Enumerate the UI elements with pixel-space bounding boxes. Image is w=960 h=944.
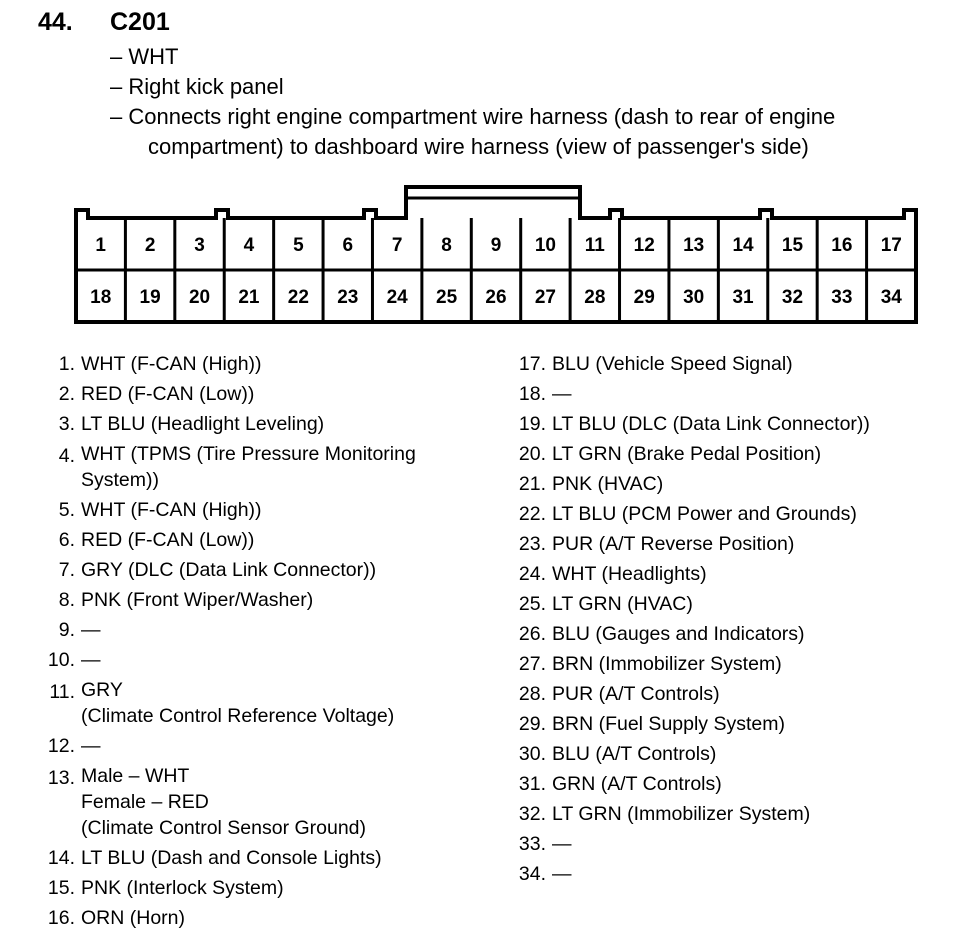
- pin-item-description: PNK (HVAC): [552, 473, 664, 495]
- pin-item: [47, 761, 416, 843]
- pin-number-1: 1: [95, 235, 106, 256]
- pin-item-description: WHT (Headlights): [552, 563, 707, 585]
- pin-item-description: BRN (Immobilizer System): [552, 653, 782, 675]
- connector-description-line-2: compartment) to dashboard wire harness (view of passenger's side): [148, 134, 809, 159]
- pin-item: [518, 499, 870, 529]
- pin-item-description: LT GRN (HVAC): [552, 593, 693, 615]
- pin-item: [47, 843, 416, 873]
- pin-item: [58, 409, 416, 439]
- pin-item-description: RED (F-CAN (Low)): [81, 529, 255, 551]
- pin-item-description: —: [552, 383, 572, 405]
- connector-id: C201: [110, 8, 170, 36]
- pin-item-description: PNK (Front Wiper/Washer): [81, 589, 314, 611]
- pin-number-4: 4: [243, 235, 255, 256]
- pin-number-26: 26: [485, 287, 507, 308]
- pin-list-left: [47, 349, 416, 933]
- pin-item: [58, 585, 416, 615]
- pin-number-9: 9: [490, 235, 502, 256]
- pin-item-description: BRN (Fuel Supply System): [552, 713, 785, 735]
- pin-number-23: 23: [337, 287, 359, 308]
- connector-description-line-1: – Connects right engine compartment wire harness (dash to rear of engine: [110, 104, 836, 129]
- pin-item-description: WHT (F-CAN (High)): [81, 353, 262, 375]
- pin-item: [518, 559, 870, 589]
- pin-number-13: 13: [683, 235, 705, 256]
- pin-item: [47, 645, 416, 675]
- pin-item-number: 20.: [518, 443, 546, 465]
- pin-item-number: 21.: [518, 473, 546, 495]
- pin-item-number: 11.: [49, 681, 75, 703]
- pin-number-14: 14: [732, 235, 754, 256]
- pin-item-description: LT GRN (Brake Pedal Position): [552, 443, 822, 465]
- pin-item: [49, 675, 416, 731]
- pin-item-line: Female – RED: [81, 791, 209, 813]
- pin-number-25: 25: [436, 287, 458, 308]
- pin-number-20: 20: [188, 287, 211, 308]
- pin-number-6: 6: [342, 235, 354, 256]
- pin-item-number: 34.: [518, 863, 546, 885]
- pin-item-line: GRY: [81, 679, 123, 701]
- pin-item-number: 29.: [518, 713, 546, 735]
- pin-item-number: 32.: [518, 803, 546, 825]
- pin-item-description: GRY (DLC (Data Link Connector)): [81, 559, 377, 581]
- connector-color: – WHT: [110, 44, 179, 69]
- pin-item-description: GRN (A/T Controls): [552, 773, 722, 795]
- pin-number-32: 32: [781, 287, 804, 308]
- connector-diagram: [72, 183, 920, 326]
- pin-item-number: 23.: [518, 533, 546, 555]
- pin-item-number: 1.: [58, 353, 75, 375]
- pin-item: [518, 829, 870, 859]
- pin-item-number: 18.: [518, 383, 546, 405]
- pin-item: [58, 555, 416, 585]
- pin-item-description: LT BLU (DLC (Data Link Connector)): [552, 413, 870, 435]
- pin-item: [58, 439, 416, 495]
- pin-item: [518, 709, 870, 739]
- pin-item: [58, 525, 416, 555]
- pin-item-description: —: [552, 863, 572, 885]
- pin-item-number: 31.: [518, 773, 546, 795]
- pin-list-right: [518, 349, 870, 889]
- pin-item-description: RED (F-CAN (Low)): [81, 383, 255, 405]
- pin-item-description: [81, 677, 416, 729]
- pin-item-number: 26.: [518, 623, 546, 645]
- pin-item: [518, 649, 870, 679]
- pin-item-number: 15.: [47, 877, 75, 899]
- pin-item-number: 27.: [518, 653, 546, 675]
- pin-item-description: PUR (A/T Controls): [552, 683, 720, 705]
- pin-item-line: System)): [81, 469, 159, 491]
- pin-item-description: LT BLU (PCM Power and Grounds): [552, 503, 857, 525]
- pin-item-description: PUR (A/T Reverse Position): [552, 533, 795, 555]
- pin-item: [518, 799, 870, 829]
- pin-item-description: BLU (A/T Controls): [552, 743, 717, 765]
- pin-number-12: 12: [633, 235, 655, 256]
- pin-number-21: 21: [238, 287, 260, 308]
- pin-number-27: 27: [534, 287, 556, 308]
- pin-item: [58, 379, 416, 409]
- pin-item-number: 2.: [58, 383, 75, 405]
- pin-item: [518, 769, 870, 799]
- pin-item: [518, 379, 870, 409]
- pin-item-description: LT GRN (Immobilizer System): [552, 803, 811, 825]
- pin-item: [518, 529, 870, 559]
- pin-number-16: 16: [831, 235, 853, 256]
- pin-item-number: 28.: [518, 683, 546, 705]
- pin-item-number: 8.: [58, 589, 75, 611]
- pin-item-description: [81, 763, 416, 841]
- pin-item: [518, 469, 870, 499]
- pin-item-number: 17.: [518, 353, 546, 375]
- pin-number-8: 8: [441, 235, 452, 256]
- pin-number-34: 34: [880, 287, 902, 308]
- pin-number-5: 5: [293, 235, 304, 256]
- pin-number-11: 11: [584, 235, 605, 256]
- pin-number-33: 33: [831, 287, 853, 308]
- pin-item-description: PNK (Interlock System): [81, 877, 284, 899]
- pin-item-number: 3.: [58, 413, 75, 435]
- pin-item: [58, 495, 416, 525]
- pin-number-15: 15: [781, 235, 804, 256]
- pin-item-description: WHT (F-CAN (High)): [81, 499, 262, 521]
- pin-item: [518, 349, 870, 379]
- pin-item-line: (Climate Control Reference Voltage): [81, 705, 395, 727]
- pin-item-description: —: [81, 619, 101, 641]
- pin-item-number: 33.: [518, 833, 546, 855]
- connector-location: – Right kick panel: [110, 74, 284, 99]
- pin-item: [58, 349, 416, 379]
- pin-item-number: 13.: [47, 767, 75, 789]
- pin-item-number: 16.: [47, 907, 75, 929]
- pin-number-30: 30: [683, 287, 705, 308]
- pin-item-number: 6.: [58, 529, 75, 551]
- pin-item: [518, 739, 870, 769]
- pin-number-28: 28: [584, 287, 606, 308]
- pin-item-number: 22.: [518, 503, 546, 525]
- pin-item-number: 9.: [58, 619, 75, 641]
- pin-item: [518, 679, 870, 709]
- pin-item-number: 7.: [58, 559, 75, 581]
- pin-number-22: 22: [287, 287, 309, 308]
- pin-item-number: 4.: [58, 445, 75, 467]
- pin-item-description: —: [81, 735, 101, 757]
- pin-item-description: —: [81, 649, 101, 671]
- pin-item-line: Male – WHT: [81, 765, 190, 787]
- pin-item-number: 25.: [518, 593, 546, 615]
- pin-item: [518, 619, 870, 649]
- pin-number-10: 10: [534, 235, 556, 256]
- pin-number-7: 7: [391, 235, 403, 256]
- pin-number-19: 19: [139, 287, 161, 308]
- pin-item-number: 12.: [47, 735, 75, 757]
- pin-number-24: 24: [386, 287, 408, 308]
- pin-item-number: 10.: [47, 649, 75, 671]
- pin-number-29: 29: [633, 287, 655, 308]
- pin-item: [47, 731, 416, 761]
- pin-item: [58, 615, 416, 645]
- pin-item-line: WHT (TPMS (Tire Pressure Monitoring: [81, 443, 416, 465]
- connector-number: 44.: [38, 8, 73, 36]
- pin-number-3: 3: [194, 235, 205, 256]
- pin-item: [47, 903, 416, 933]
- pin-item: [47, 873, 416, 903]
- pin-number-18: 18: [90, 287, 112, 308]
- pin-item: [518, 439, 870, 469]
- pin-number-31: 31: [732, 287, 754, 308]
- pin-item-number: 5.: [58, 499, 75, 521]
- pin-item-description: LT BLU (Headlight Leveling): [81, 413, 325, 435]
- pin-item-number: 24.: [518, 563, 546, 585]
- pin-item-description: ORN (Horn): [81, 907, 186, 929]
- pin-item-number: 19.: [518, 413, 546, 435]
- pin-item-description: [81, 441, 416, 493]
- pin-item-number: 30.: [518, 743, 546, 765]
- pin-number-2: 2: [144, 235, 156, 256]
- pin-item: [518, 859, 870, 889]
- pin-number-17: 17: [880, 235, 902, 256]
- pin-item-description: LT BLU (Dash and Console Lights): [81, 847, 382, 869]
- pin-item-description: BLU (Vehicle Speed Signal): [552, 353, 793, 375]
- pin-item-description: —: [552, 833, 572, 855]
- pin-item: [518, 409, 870, 439]
- pin-item: [518, 589, 870, 619]
- pin-item-description: BLU (Gauges and Indicators): [552, 623, 805, 645]
- pin-item-number: 14.: [47, 847, 75, 869]
- pin-item-line: (Climate Control Sensor Ground): [81, 817, 367, 839]
